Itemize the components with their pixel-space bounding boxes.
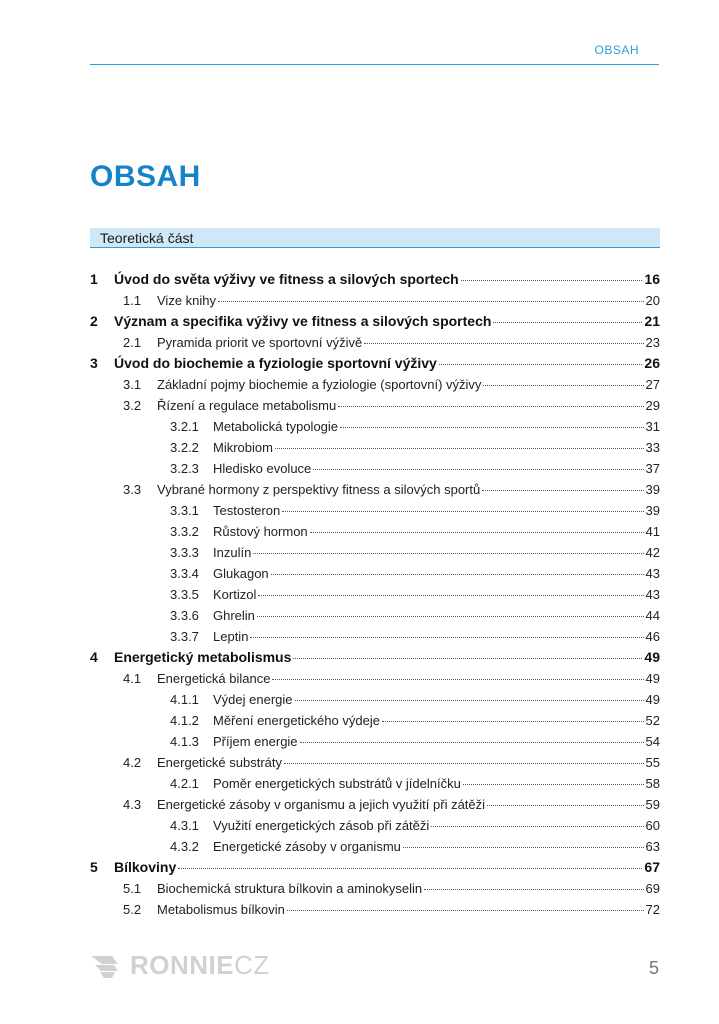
toc-entry[interactable] <box>90 752 660 773</box>
toc-dot-leader <box>275 448 644 449</box>
toc-entry[interactable] <box>90 668 660 689</box>
page-number: 5 <box>648 958 659 978</box>
toc-entry-number: 5.2 <box>123 902 142 917</box>
toc-entry-title: Biochemická struktura bílkovin a aminokyselin <box>157 881 423 896</box>
toc-entry-page: 63 <box>645 839 660 854</box>
toc-entry-page: 49 <box>644 649 660 665</box>
toc-entry-page: 31 <box>645 419 660 434</box>
toc-entry-page: 69 <box>645 881 660 896</box>
toc-entry-title: Energetické zásoby v organismu <box>213 839 401 854</box>
toc-entry-title: Ghrelin <box>213 608 255 623</box>
toc-entry-page: 23 <box>645 335 660 350</box>
toc-dot-leader <box>250 637 643 638</box>
toc-dot-leader <box>258 595 643 596</box>
toc-entry-title: Růstový hormon <box>213 524 308 539</box>
toc-entry-number: 2.1 <box>123 335 142 350</box>
toc-entry-title: Metabolická typologie <box>213 419 339 434</box>
toc-entry[interactable] <box>90 479 660 500</box>
toc-dot-leader <box>487 805 643 806</box>
toc-entry-page: 59 <box>645 797 660 812</box>
toc-entry-page: 49 <box>645 671 660 686</box>
toc-entry-page: 58 <box>645 776 660 791</box>
toc-dot-leader <box>338 406 643 407</box>
toc-entry-title: Mikrobiom <box>213 440 273 455</box>
toc-entry[interactable] <box>90 521 660 542</box>
toc-entry-page: 67 <box>644 859 660 875</box>
toc-entry[interactable] <box>90 437 660 458</box>
toc-entry-page: 27 <box>645 377 660 392</box>
toc-entry-number: 3.2.2 <box>170 440 199 455</box>
toc-entry-number: 3.3.5 <box>170 587 199 602</box>
toc-entry-number: 4.1.2 <box>170 713 199 728</box>
toc-entry-title: Testosteron <box>213 503 281 518</box>
toc-entry-number: 4.2.1 <box>170 776 199 791</box>
toc-entry[interactable] <box>90 332 660 353</box>
toc-entry-title: Energetické substráty <box>157 755 283 770</box>
toc-entry-number: 3.3.7 <box>170 629 199 644</box>
toc-entry-number: 3.2 <box>123 398 142 413</box>
toc-entry-number: 5 <box>90 859 98 875</box>
toc-entry[interactable] <box>90 647 660 668</box>
brand-name <box>130 950 270 981</box>
toc-entry-number: 3.3.6 <box>170 608 199 623</box>
toc-entry[interactable] <box>90 731 660 752</box>
toc-entry[interactable] <box>90 269 660 290</box>
toc-dot-leader <box>218 301 644 302</box>
header-rule <box>90 64 659 65</box>
toc-entry[interactable] <box>90 857 660 878</box>
toc-dot-leader <box>431 826 643 827</box>
toc-dot-leader <box>461 280 643 281</box>
toc-entry-title: Energetický metabolismus <box>114 649 292 665</box>
toc-entry-page: 16 <box>644 271 660 287</box>
toc-dot-leader <box>493 322 642 323</box>
toc-dot-leader <box>340 427 644 428</box>
toc-entry-title: Řízení a regulace metabolismu <box>157 398 337 413</box>
toc-entry-title: Metabolismus bílkovin <box>157 902 285 917</box>
brand-watermark <box>90 950 270 981</box>
toc-entry[interactable] <box>90 374 660 395</box>
toc-entry[interactable] <box>90 563 660 584</box>
toc-entry-title: Pyramida priorit ve sportovní výživě <box>157 335 363 350</box>
toc-entry-page: 49 <box>645 692 660 707</box>
toc-dot-leader <box>439 364 643 365</box>
toc-entry[interactable] <box>90 500 660 521</box>
toc-entry-number: 4.1.1 <box>170 692 199 707</box>
toc-entry[interactable] <box>90 878 660 899</box>
toc-entry-title: Vybrané hormony z perspektivy fitness a silových sportů <box>157 482 481 497</box>
toc-dot-leader <box>364 343 643 344</box>
toc-entry-title: Vize knihy <box>157 293 217 308</box>
ronnie-wing-logo-icon <box>90 953 126 979</box>
toc-entry-page: 44 <box>645 608 660 623</box>
toc-dot-leader <box>272 679 643 680</box>
toc-dot-leader <box>253 553 643 554</box>
toc-entry-title: Základní pojmy biochemie a fyziologie (sportovní) výživy <box>157 377 482 392</box>
brand-name-light: CZ <box>234 950 270 980</box>
toc-dot-leader <box>284 763 644 764</box>
toc-entry[interactable] <box>90 416 660 437</box>
toc-entry-page: 26 <box>644 355 660 371</box>
toc-entry[interactable] <box>90 794 660 815</box>
toc-entry-page: 39 <box>645 503 660 518</box>
toc-entry-page: 20 <box>645 293 660 308</box>
toc-entry-number: 5.1 <box>123 881 142 896</box>
toc-entry-page: 43 <box>645 587 660 602</box>
toc-entry-number: 3.1 <box>123 377 142 392</box>
toc-entry-page: 33 <box>645 440 660 455</box>
toc-entry-number: 4.3.2 <box>170 839 199 854</box>
page-title: OBSAH <box>90 160 201 193</box>
toc-entry-title: Energetická bilance <box>157 671 271 686</box>
toc-entry[interactable] <box>90 290 660 311</box>
toc-dot-leader <box>482 490 643 491</box>
toc-entry-number: 2 <box>90 313 98 329</box>
toc-dot-leader <box>287 910 644 911</box>
toc-entry-title: Příjem energie <box>213 734 298 749</box>
table-of-contents <box>90 269 660 920</box>
toc-entry-title: Energetické zásoby v organismu a jejich využití při zátěži <box>157 797 486 812</box>
toc-entry[interactable] <box>90 542 660 563</box>
toc-entry-page: 42 <box>645 545 660 560</box>
toc-entry-title: Využití energetických zásob při zátěži <box>213 818 430 833</box>
toc-entry-page: 46 <box>645 629 660 644</box>
toc-dot-leader <box>313 469 643 470</box>
brand-name-bold: RONNIE <box>130 950 235 980</box>
toc-entry[interactable] <box>90 899 660 920</box>
toc-entry-title: Úvod do světa výživy ve fitness a silových sportech <box>114 271 459 287</box>
toc-entry[interactable] <box>90 395 660 416</box>
toc-entry-number: 3 <box>90 355 98 371</box>
toc-entry[interactable] <box>90 626 660 647</box>
toc-entry-page: 55 <box>645 755 660 770</box>
toc-entry-title: Kortizol <box>213 587 257 602</box>
toc-entry[interactable] <box>90 815 660 836</box>
toc-entry-page: 29 <box>645 398 660 413</box>
section-band: Teoretická část <box>90 228 660 248</box>
toc-entry-page: 43 <box>645 566 660 581</box>
toc-entry-page: 41 <box>645 524 660 539</box>
toc-dot-leader <box>293 658 642 659</box>
toc-entry[interactable] <box>90 584 660 605</box>
toc-entry-number: 3.2.1 <box>170 419 199 434</box>
toc-dot-leader <box>271 574 644 575</box>
toc-entry[interactable] <box>90 311 660 332</box>
toc-entry[interactable] <box>90 689 660 710</box>
toc-entry-page: 21 <box>644 313 660 329</box>
toc-dot-leader <box>310 532 644 533</box>
toc-dot-leader <box>382 721 644 722</box>
toc-entry-title: Měření energetického výdeje <box>213 713 380 728</box>
toc-entry-number: 3.3 <box>123 482 142 497</box>
toc-entry[interactable] <box>90 458 660 479</box>
toc-entry-title: Glukagon <box>213 566 269 581</box>
toc-dot-leader <box>300 742 644 743</box>
toc-dot-leader <box>282 511 643 512</box>
toc-dot-leader <box>178 868 642 869</box>
toc-entry-title: Výdej energie <box>213 692 293 707</box>
toc-entry-number: 4.1 <box>123 671 142 686</box>
toc-entry-page: 39 <box>645 482 660 497</box>
toc-entry-title: Leptin <box>213 629 249 644</box>
toc-entry-title: Poměr energetických substrátů v jídelníčku <box>213 776 461 791</box>
toc-entry-page: 60 <box>645 818 660 833</box>
running-head: OBSAH <box>594 43 639 57</box>
toc-entry-page: 54 <box>645 734 660 749</box>
toc-dot-leader <box>403 847 644 848</box>
toc-entry-title: Bílkoviny <box>114 859 177 875</box>
toc-entry[interactable] <box>90 836 660 857</box>
toc-entry-number: 4 <box>90 649 98 665</box>
toc-entry-title: Úvod do biochemie a fyziologie sportovní výživy <box>114 355 437 371</box>
toc-entry-number: 4.2 <box>123 755 142 770</box>
toc-entry-page: 37 <box>645 461 660 476</box>
toc-entry-number: 3.3.3 <box>170 545 199 560</box>
toc-entry-number: 1 <box>90 271 98 287</box>
toc-dot-leader <box>483 385 643 386</box>
toc-entry-number: 4.3 <box>123 797 142 812</box>
toc-entry-title: Inzulín <box>213 545 252 560</box>
toc-entry[interactable] <box>90 605 660 626</box>
toc-dot-leader <box>257 616 644 617</box>
toc-entry-number: 4.3.1 <box>170 818 199 833</box>
toc-entry-page: 52 <box>645 713 660 728</box>
toc-entry-number: 3.3.1 <box>170 503 199 518</box>
toc-entry-title: Význam a specifika výživy ve fitness a silových sportech <box>114 313 492 329</box>
toc-entry-number: 3.3.4 <box>170 566 199 581</box>
toc-entry-number: 1.1 <box>123 293 142 308</box>
toc-dot-leader <box>424 889 643 890</box>
toc-entry[interactable] <box>90 353 660 374</box>
toc-entry-number: 3.3.2 <box>170 524 199 539</box>
toc-dot-leader <box>463 784 644 785</box>
toc-entry[interactable] <box>90 773 660 794</box>
toc-entry-page: 72 <box>645 902 660 917</box>
toc-entry[interactable] <box>90 710 660 731</box>
toc-entry-title: Hledisko evoluce <box>213 461 312 476</box>
toc-entry-number: 3.2.3 <box>170 461 199 476</box>
toc-entry-number: 4.1.3 <box>170 734 199 749</box>
toc-dot-leader <box>295 700 644 701</box>
